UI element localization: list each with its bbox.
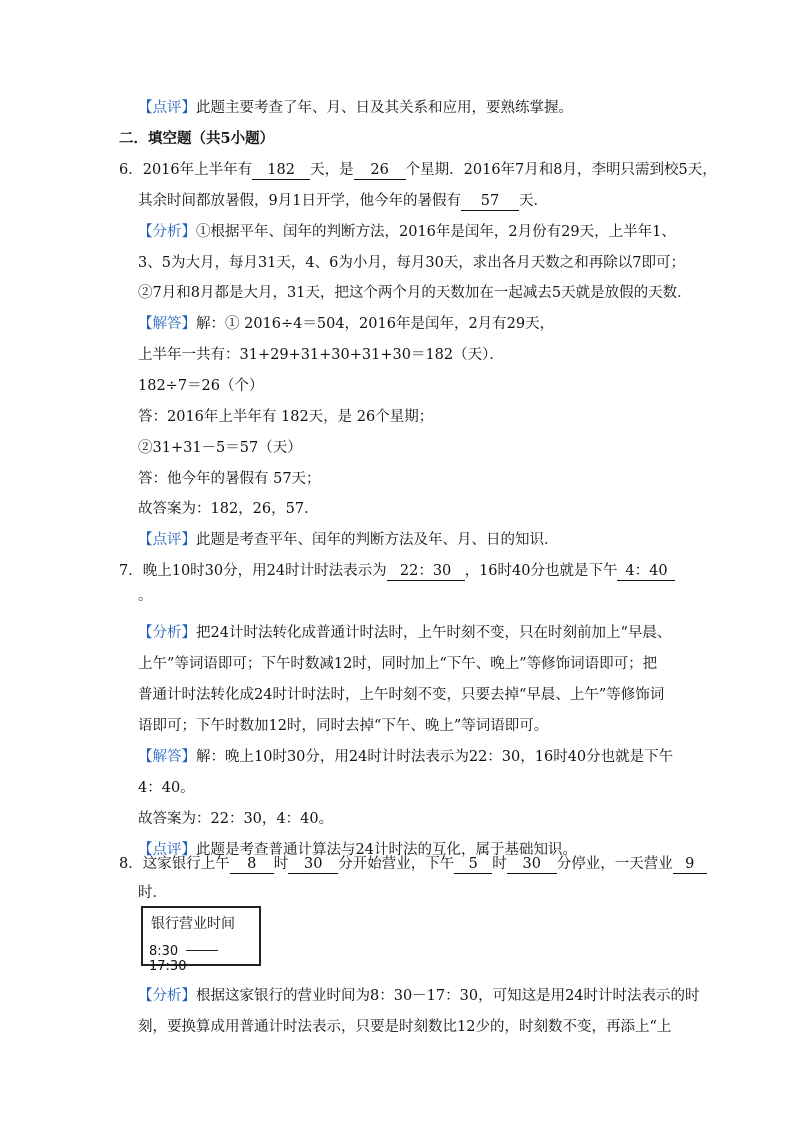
comment-text: 此题是考查普通计算法与24计时法的互化，属于基础知识。	[196, 842, 577, 858]
comment-tag: 【点评】	[138, 842, 196, 858]
q6-blank-1: 182	[252, 162, 310, 180]
q6-answer-5: ②31+31－5＝57（天）	[138, 440, 302, 456]
q7-answer-1	[138, 747, 673, 767]
q6-text-a: 6．2016年上半年有	[119, 162, 253, 178]
q7-blank-2: 4：40	[617, 563, 675, 581]
q6-blank-2: 26	[354, 162, 406, 180]
q8-text-c: 时	[273, 856, 289, 872]
sign-hours	[149, 944, 259, 974]
answer-tag: 【解答】	[138, 316, 196, 332]
line-comment-1	[138, 98, 573, 118]
answer-text: 解：晚上10时30分，用24时计时法表示为22：30，16时40分也就是下午	[196, 749, 674, 765]
analysis-text: ①根据平年、闰年的判断方法，2016年是闰年，2月份有29天，上半年1、	[196, 224, 676, 240]
q6-text-d: 个星期．2016年7月和8月，李明只需到校5天，	[405, 162, 717, 178]
analysis-tag: 【分析】	[138, 625, 196, 641]
q7-text-a: 7．晚上10时30分，用24时计时法表示为	[119, 563, 387, 579]
comment-tag: 【点评】	[138, 532, 196, 548]
q7-answer-3: 故答案为：22：30，4：40。	[138, 811, 334, 827]
sign-end: 17:30	[149, 959, 187, 974]
answer-text: 解：① 2016÷4＝504，2016年是闰年，2月有29天，	[196, 316, 555, 332]
q6-answer-1	[138, 314, 554, 334]
q8-text-e: 时	[492, 856, 507, 872]
q7-analysis-1	[138, 623, 671, 643]
question-7-line-1	[119, 561, 675, 581]
question-7-line-2: 。	[138, 588, 153, 604]
q6-answer-7: 故答案为：182，26，57．	[138, 501, 319, 517]
question-6-line-2	[138, 191, 548, 211]
sign-dash	[186, 950, 218, 951]
comment-text: 此题是考查平年、闰年的判断方法及年、月、日的知识．	[196, 532, 559, 548]
q8-blank-3: 5	[454, 856, 492, 874]
question-6-line-1	[119, 160, 717, 180]
q6-text-f: 天．	[518, 193, 548, 209]
q7-analysis-4: 语即可；下午时数加12时，同时去掉“下午、晚上”等词语即可。	[138, 718, 549, 734]
comment-text: 此题主要考查了年、月、日及其关系和应用，要熟练掌握。	[196, 100, 573, 116]
analysis-text: 把24计时法转化成普通计时法时，上午时刻不变，只在时刻前加上“早晨、	[196, 625, 672, 641]
q7-blank-1: 22：30	[387, 563, 465, 581]
bank-hours-sign	[141, 906, 261, 974]
q8-text-a: 8．这家银行上午	[119, 856, 230, 872]
q8-blank-1: 8	[230, 856, 274, 874]
q6-answer-3: 182÷7＝26（个）	[138, 378, 264, 394]
analysis-text: 根据这家银行的营业时间为8：30－17：30，可知这是用24时计时法表示的时	[196, 988, 700, 1004]
q6-answer-2: 上半年一共有：31+29+31+30+31+30＝182（天）．	[138, 347, 504, 363]
q6-answer-4: 答：2016年上半年有 182天，是 26个星期；	[138, 409, 434, 425]
q6-text-e: 其余时间都放暑假，9月1日开学，他今年的暑假有	[138, 193, 461, 209]
q8-blank-2: 30	[288, 856, 338, 874]
q6-text-c: 天，是	[310, 162, 354, 178]
q8-analysis-1	[138, 986, 700, 1006]
sign-start: 8:30	[149, 944, 179, 959]
comment-tag: 【点评】	[138, 100, 196, 116]
question-8	[119, 854, 707, 874]
q8-analysis-2: 刻，要换算成用普通计时法表示，只要是时刻数比12少的，时刻数不变，再添上“上	[138, 1019, 672, 1035]
q8-blank-4: 30	[507, 856, 557, 874]
q6-answer-6: 答：他今年的暑假有 57天；	[138, 471, 321, 487]
q7-answer-2: 4：40。	[138, 780, 195, 796]
q6-analysis-1	[138, 222, 676, 242]
q7-text-c: ，16时40分也就是下午	[464, 563, 618, 579]
analysis-tag: 【分析】	[138, 988, 196, 1004]
section-heading: 二．填空题（共5小题）	[119, 130, 275, 147]
q6-analysis-3: ②7月和8月都是大月，31天，把这个两个月的天数加在一起减去5天就是放假的天数．	[138, 285, 692, 301]
q8-text-d: 分开始营业，下午	[338, 856, 455, 872]
q8-blank-5: 9	[673, 856, 707, 874]
sign-title: 银行营业时间	[151, 916, 235, 932]
q6-comment	[138, 530, 559, 550]
answer-tag: 【解答】	[138, 749, 196, 765]
q7-analysis-2: 上午”等词语即可；下午时数减12时，同时加上“下午、晚上”等修饰词语即可；把	[138, 656, 658, 672]
analysis-tag: 【分析】	[138, 224, 196, 240]
q7-analysis-3: 普通计时法转化成24时计时法时，上午时刻不变，只要去掉“早晨、上午”等修饰词	[138, 687, 665, 703]
question-8-line-2: 时．	[138, 885, 167, 901]
q6-blank-3: 57	[461, 193, 519, 211]
q6-analysis-2: 3、5为大月，每月31天，4、6为小月，每月30天，求出各月天数之和再除以7即可；	[138, 255, 686, 271]
q8-text-f: 分停业，一天营业	[556, 856, 673, 872]
